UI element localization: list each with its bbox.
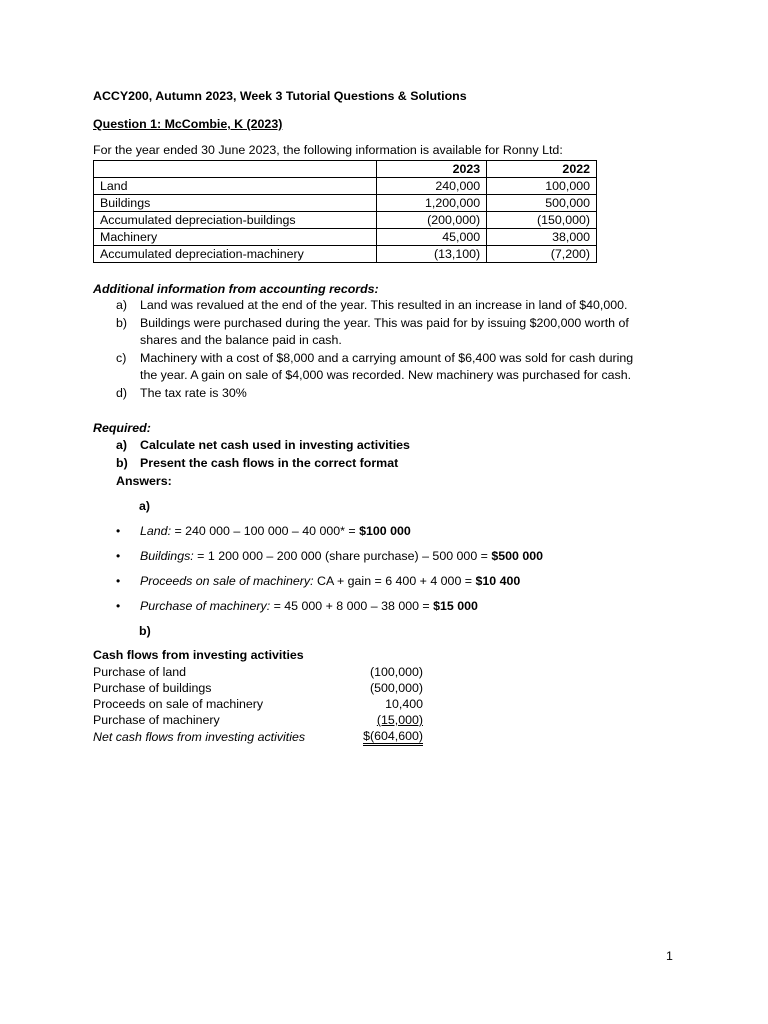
- answer-part-a: a): [139, 499, 151, 513]
- list-marker: b): [116, 456, 128, 470]
- bullet-result: $500 000: [491, 549, 544, 563]
- list-text: Buildings were purchased during the year. This was paid for by issuing $200,000 worth of: [140, 316, 629, 330]
- question-intro: For the year ended 30 June 2023, the following information is available for Ronny Ltd:: [93, 143, 563, 157]
- table-header-2023: 2023: [377, 161, 487, 178]
- bullet-result: $100 000: [359, 524, 411, 538]
- answers-label: Answers:: [116, 474, 172, 488]
- value-2022: 38,000: [487, 229, 597, 246]
- cash-flows-heading: Cash flows from investing activities: [93, 648, 304, 662]
- list-marker: b): [116, 316, 128, 330]
- bullet-dot-icon: •: [116, 524, 121, 538]
- bullet-label: Land:: [140, 524, 172, 538]
- table-row: [94, 246, 597, 263]
- required-heading: Required:: [93, 421, 151, 435]
- value-2023: (13,100): [377, 246, 487, 263]
- value-2023: 45,000: [377, 229, 487, 246]
- value-2023: 1,200,000: [377, 195, 487, 212]
- bullet-dot-icon: •: [116, 549, 121, 563]
- cash-flow-label: Purchase of machinery: [93, 713, 220, 727]
- row-label: Accumulated depreciation-buildings: [94, 212, 377, 229]
- list-marker: c): [116, 351, 127, 365]
- cash-flow-row: [93, 712, 423, 728]
- row-label: Accumulated depreciation-machinery: [94, 246, 377, 263]
- bullet-dot-icon: •: [116, 599, 121, 613]
- value-2022: 100,000: [487, 178, 597, 195]
- list-text: Calculate net cash used in investing activities: [140, 438, 410, 452]
- cash-flow-label: Proceeds on sale of machinery: [93, 697, 264, 711]
- value-2023: 240,000: [377, 178, 487, 195]
- cash-flow-row: [93, 696, 423, 712]
- table-row: [94, 212, 597, 229]
- bullet-label: Buildings:: [140, 549, 194, 563]
- table-header-2022: 2022: [487, 161, 597, 178]
- question-heading: Question 1: McCombie, K (2023): [93, 117, 283, 131]
- balance-table: [93, 160, 597, 263]
- row-label: Buildings: [94, 195, 377, 212]
- answer-part-b: b): [139, 624, 151, 638]
- cash-flow-total-row: [93, 729, 423, 745]
- table-header-row: [94, 161, 597, 178]
- bullet-label: Proceeds on sale of machinery:: [140, 574, 314, 588]
- list-text: shares and the balance paid in cash.: [140, 333, 342, 347]
- table-header-blank: [94, 161, 377, 178]
- table-row: [94, 178, 597, 195]
- bullet-calc: = 240 000 – 100 000 – 40 000* =: [171, 524, 360, 538]
- cash-flow-row: [93, 680, 423, 696]
- bullet-calc: = 45 000 + 8 000 – 38 000 =: [270, 599, 434, 613]
- list-marker: d): [116, 386, 128, 400]
- value-2023: (200,000): [377, 212, 487, 229]
- value-2022: (7,200): [487, 246, 597, 263]
- list-text: the year. A gain on sale of $4,000 was recorded. New machinery was purchased for cash.: [140, 368, 632, 382]
- row-label: Machinery: [94, 229, 377, 246]
- table-row: [94, 229, 597, 246]
- cash-flow-value: (100,000): [369, 665, 423, 679]
- cash-flow-value: (500,000): [369, 681, 423, 695]
- cash-flow-value: (15,000): [376, 713, 423, 727]
- bullet-dot-icon: •: [116, 574, 121, 588]
- list-text: The tax rate is 30%: [140, 386, 247, 400]
- value-2022: 500,000: [487, 195, 597, 212]
- page-number: 1: [666, 949, 673, 963]
- table-row: [94, 195, 597, 212]
- row-label: Land: [94, 178, 377, 195]
- list-marker: a): [116, 298, 128, 312]
- cash-flow-value: 10,400: [385, 697, 423, 711]
- list-marker: a): [116, 438, 128, 452]
- value-2022: (150,000): [487, 212, 597, 229]
- list-text: Machinery with a cost of $8,000 and a carrying amount of $6,400 was sold for cash during: [140, 351, 634, 365]
- bullet-calc: CA + gain = 6 400 + 4 000 =: [313, 574, 476, 588]
- cash-flow-total-value: $(604,600): [363, 729, 423, 746]
- cash-flow-total-label: Net cash flows from investing activities: [93, 730, 306, 744]
- bullet-result: $15 000: [433, 599, 478, 613]
- bullet-label: Purchase of machinery:: [140, 599, 271, 613]
- cash-flow-row: [93, 664, 423, 680]
- list-text: Land was revalued at the end of the year. This resulted in an increase in land of $40,000.: [140, 298, 628, 312]
- bullet-calc: = 1 200 000 – 200 000 (share purchase) – 500 000 =: [193, 549, 492, 563]
- document-title: ACCY200, Autumn 2023, Week 3 Tutorial Questions & Solutions: [93, 89, 467, 103]
- bullet-result: $10 400: [475, 574, 521, 588]
- cash-flow-label: Purchase of buildings: [93, 681, 212, 695]
- additional-info-heading: Additional information from accounting records:: [93, 282, 379, 296]
- cash-flow-label: Purchase of land: [93, 665, 186, 679]
- list-text: Present the cash flows in the correct format: [140, 456, 399, 470]
